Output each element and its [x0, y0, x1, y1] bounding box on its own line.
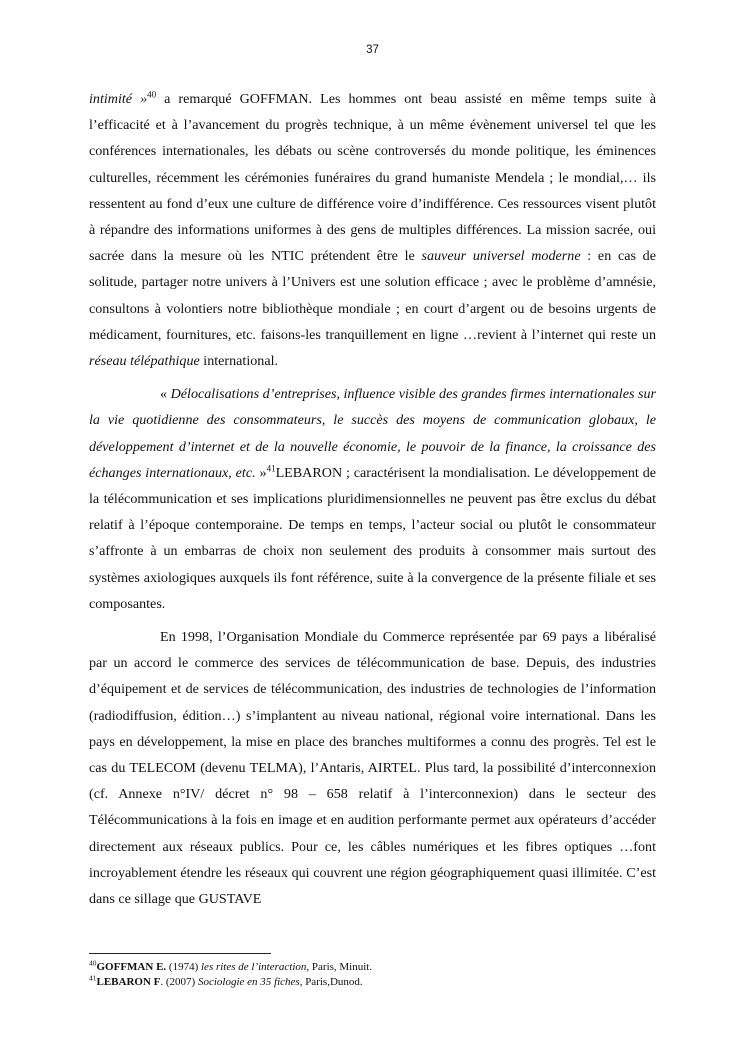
footnote-publisher: , Paris, Minuit. — [306, 961, 373, 973]
quote-open: « — [160, 386, 171, 403]
footnote-title: les rites de l’interaction — [201, 961, 307, 973]
footnote-author: GOFFMAN E. — [96, 961, 167, 973]
footnote-publisher: , Paris,Dunod. — [299, 976, 363, 988]
paragraph-text: : en cas de solitude, partager notre univers à l’Univers est une solution efficace ; avec le problème d’amnésie, consultons à volontiers notre bibliothèque mondiale ; en court d’argent ou de besoins urgents de médicament, fournitures, etc. faisons-les tranquillement en ligne …revient à l’internet qui reste un — [89, 248, 656, 343]
paragraph-3: En 1998, l’Organisation Mondiale du Commerce représentée par 69 pays a libéralisé par un accord le commerce des services de télécommunication de base. Depuis, des industries d’équipement et de services de télécommunication, des industries de technologies de l’information (radiodiffusion, édition…) s’implantent au niveau national, régional voire international. Dans les pays en développement, la mise en place des branches multiformes a connu des progrès. Tel est le cas du TELECOM (devenu TELMA), l’Antaris, AIRTEL. Plus tard, la possibilité d’interconnexion (cf. Annexe n°IV/ décret n° 98 – 658 relatif à l’interconnexion) dans le secteur des Télécommunications à la fois en image et en audition performante permet aux opérateurs d’accéder directement aux réseaux publics. Pour ce, les câbles numériques et les fibres optiques …font incroyablement étendre les réseaux qui couvrent une région géographiquement quasi illimitée. C’est dans ce sillage que GUSTAVE — [89, 629, 656, 908]
footnote-ref-40[interactable]: 40 — [147, 89, 157, 100]
paragraph-text: LEBARON ; caractérisent la mondialisation. Le développement de la télécommunication et ses implications pluridimensionnelles ne peuvent pas être exclus du débat relatif à l’époque contemporaine. De temps en temps, l’acteur social ou plutôt le consommateur s’affronte à un embarras de choix non seulement des produits à consommer mais surtout des systèmes axiologiques auxquels ils font référence, suite à la convergence de la présente filiale et ses composantes. — [89, 464, 657, 612]
footnotes — [89, 960, 656, 990]
footnote-number: 40 — [89, 958, 97, 968]
footnote-author: LEBARON F — [96, 976, 161, 988]
paragraph-1 — [89, 86, 656, 374]
quotation-italic: Délocalisations d’entreprises, influence visible des grandes firmes internationales sur la vie quotidienne des consommateurs, le succès des moyens de communication globaux, le développement d’internet et de la nouvelle économie, le pouvoir de la finance, la croissance des échanges internationaux, etc. — [89, 386, 656, 481]
footnote-40 — [89, 960, 656, 975]
italic-phrase: intimité » — [89, 91, 148, 107]
footnote-separator — [89, 953, 271, 954]
quote-close: » — [255, 464, 267, 481]
paragraph-text: a remarqué GOFFMAN. Les hommes ont beau assisté en même temps suite à l’efficacité et à l’avancement du progrès technique, à un même évènement universel tel que les conférences internationales, les débats ou scène controversés du monde politique, les éminences culturelles, récemment les cérémonies funéraires du grand humaniste Mendela ; le mondial,… ils ressentent au fond d’eux une culture de différence voire d’indifférence. Ces ressources visent plutôt à répandre des informations uniformes à des gens de multiples différences. La mission sacrée, oui sacrée dans la mesure où les NTIC prétendent être le — [89, 91, 656, 265]
page-number: 37 — [366, 44, 379, 56]
footnote-year: . (2007) — [160, 976, 198, 988]
footnote-title: Sociologie en 35 fiches — [197, 976, 300, 988]
footnote-year: (1974) — [166, 961, 201, 973]
footnote-ref-41[interactable]: 41 — [266, 463, 276, 474]
body-text — [89, 86, 656, 912]
italic-phrase: réseau télépathique — [89, 353, 200, 370]
paragraph-2 — [89, 381, 656, 617]
paragraph-text: international. — [199, 353, 279, 370]
footnote-41 — [89, 975, 656, 990]
italic-phrase: sauveur universel moderne — [421, 248, 581, 265]
footnote-number: 41 — [89, 973, 97, 983]
